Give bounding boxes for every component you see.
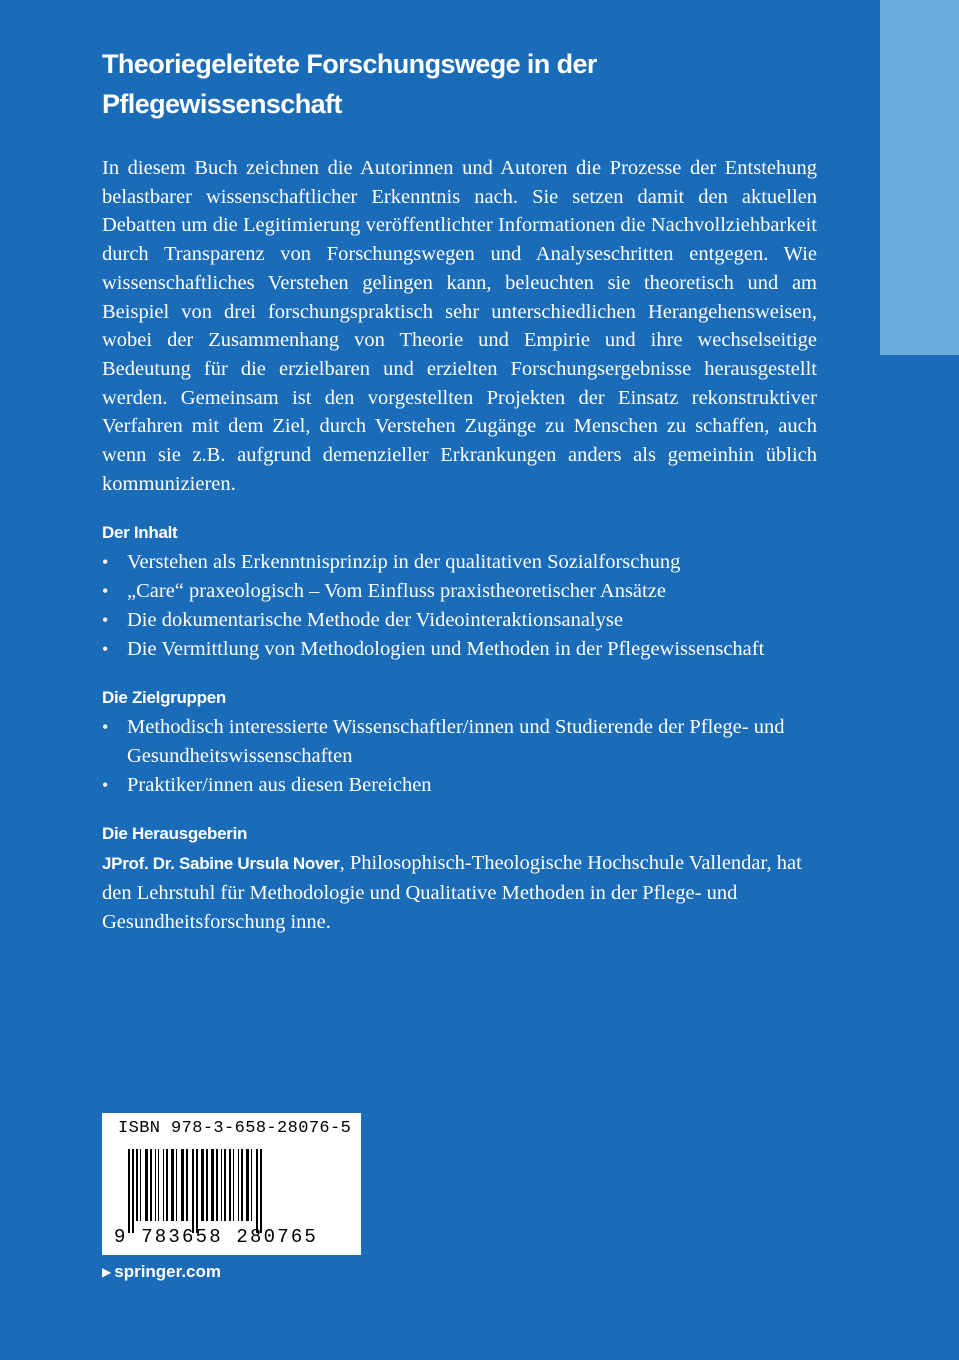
- bullet-icon: •: [102, 717, 109, 738]
- editor-bio: [102, 849, 817, 936]
- barcode-bar: [224, 1149, 226, 1221]
- book-title: Theoriegeleitete Forschungswege in der Pflegewissenschaft: [102, 49, 597, 119]
- list-item: • Die Vermittlung von Methodologien und Methoden in der Pflegewissenschaft: [102, 635, 817, 664]
- barcode-bar: [132, 1149, 134, 1233]
- list-item: • Praktiker/innen aus diesen Bereichen: [102, 771, 817, 800]
- content-list: [102, 548, 817, 663]
- barcode-bar: [229, 1149, 231, 1221]
- barcode-bar: [155, 1149, 156, 1221]
- barcode-bar: [206, 1149, 208, 1221]
- barcode-bar: [163, 1149, 164, 1221]
- barcode-bar: [171, 1149, 174, 1221]
- ean-number: 9 783658 280765: [114, 1226, 319, 1248]
- barcode-bar: [233, 1149, 234, 1221]
- publisher-link[interactable]: [102, 1262, 221, 1282]
- bullet-icon: •: [102, 581, 109, 602]
- bullet-icon: •: [102, 638, 109, 659]
- list-item: • Methodisch interessierte Wissenschaftler/innen und Studierende der Pflege- und Gesundheitswissenschaften: [102, 713, 817, 770]
- barcode-bar: [158, 1149, 159, 1221]
- target-groups-heading: Die Zielgruppen: [102, 688, 226, 708]
- barcode-bar: [176, 1149, 177, 1221]
- barcode-bar: [196, 1149, 198, 1233]
- barcode-bar: [241, 1149, 243, 1221]
- barcode-bar: [211, 1149, 214, 1221]
- bullet-icon: •: [102, 774, 109, 795]
- barcode-bar: [221, 1149, 222, 1221]
- publisher-url: springer.com: [114, 1262, 221, 1281]
- barcode-bar: [256, 1149, 258, 1233]
- barcode-bar: [246, 1149, 249, 1221]
- content-heading: Der Inhalt: [102, 523, 178, 543]
- barcode-bar: [128, 1149, 130, 1233]
- barcode-box: [102, 1113, 361, 1255]
- editor-description: , Philosophisch-Theologische Hochschule Vallendar, hat den Lehrstuhl für Methodologie und Qualitative Methoden in der Pflege- und Gesundheitsforschung inne.: [102, 852, 802, 933]
- color-tab: [880, 0, 959, 355]
- barcode-bar: [136, 1149, 138, 1221]
- editor-heading: Die Herausgeberin: [102, 824, 248, 844]
- target-groups-list: [102, 713, 817, 799]
- isbn-label: ISBN 978-3-658-28076-5: [118, 1119, 352, 1138]
- barcode-bar: [251, 1149, 252, 1221]
- barcode-bar: [192, 1149, 194, 1233]
- barcode-bar: [181, 1149, 184, 1221]
- barcode-bar: [201, 1149, 204, 1221]
- barcode-bar: [260, 1149, 262, 1233]
- intro-paragraph: In diesem Buch zeichnen die Autorinnen und Autoren die Prozesse der Entstehung belastbarer wissenschaftlicher Erkenntnis nach. Sie setzen damit den aktuellen Debatten um die Legitimierung veröffentlichter Informationen die Nachvollziehbarkeit durch Transparenz von Forschungswegen und Analyseschritten entgegen. Wie wissenschaftliches Verstehen gelingen kann, beleuchten sie theoretisch und am Beispiel von drei forschungspraktisch sehr unterschiedlichen Herangehensweisen, wobei der Zusammenhang von Theorie und Empirie und ihre wechselseitige Bedeutung für die erzielbaren und erzielten Forschungsergebnisse herausgestellt werden. Gemeinsam ist den vorgestellten Projekten der Einsatz rekonstruktiver Verfahren mit dem Ziel, durch Verstehen Zugänge zu Menschen zu schaffen, auch wenn sie z.B. aufgrund demenzieller Erkrankungen anders als gemeinhin üblich kommunizieren.: [102, 157, 817, 495]
- barcode-bar: [145, 1149, 148, 1221]
- bullet-icon: •: [102, 552, 109, 573]
- barcode-bar: [238, 1149, 239, 1221]
- editor-name: JProf. Dr. Sabine Ursula Nover: [102, 854, 340, 874]
- list-item: • „Care“ praxeologisch – Vom Einfluss praxistheoretischer Ansätze: [102, 577, 817, 606]
- barcode-bar: [216, 1149, 218, 1221]
- barcode-bar: [140, 1149, 141, 1221]
- barcode-bar: [150, 1149, 152, 1221]
- list-item: • Die dokumentarische Methode der Videointeraktionsanalyse: [102, 606, 817, 635]
- list-item: • Verstehen als Erkenntnisprinzip in der qualitativen Sozialforschung: [102, 548, 817, 577]
- bullet-icon: •: [102, 609, 109, 630]
- barcode-bar: [166, 1149, 168, 1221]
- barcode-bar: [186, 1149, 188, 1221]
- arrow-right-icon: ▶: [102, 1265, 112, 1279]
- back-cover-content: [102, 44, 817, 936]
